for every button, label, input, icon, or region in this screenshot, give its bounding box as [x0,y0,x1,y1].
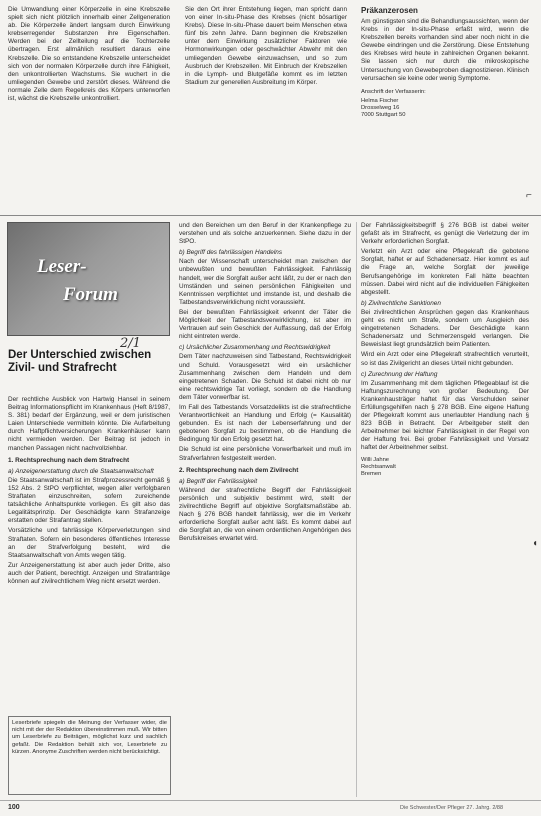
forum-title-line1: Leser- [37,256,87,277]
subsection-heading: a) Anzeigenerstattung durch die Staatsanwaltschaft [8,467,154,475]
subsection-heading: c) Zurechnung der Haftung [361,370,438,378]
margin-mark: ◖ [532,538,539,549]
margin-mark: ⌐ [526,190,532,201]
section-divider [0,215,541,216]
author-line: 7000 Stuttgart 50 [361,111,406,118]
subsection-heading: a) Begriff der Fahrlässigkeit [179,477,258,485]
handwritten-note: 2/1 [120,336,141,351]
leser-forum-banner [7,222,170,336]
col2-bottom [179,222,351,798]
author-line: Drosselweg 16 [361,104,400,111]
body-text: Während der strafrechtliche Begriff der Fahrlässigkeit persönlich und subjektiv bestimmt wird, stellt der zivilrechtliche Begriff auf objektive Sorgfaltsmaßstäbe ab. Nach § 276 BGB handelt fahrlässig, wer die im Verkehr erforderliche Sorgfalt außer acht läßt. Es kommt dabei auf die Sorgfalt an, die von einem ordentlichen Angehörigen des Berufskreises erwartet wird. [179,486,351,543]
signature-line: Bremen [361,470,382,477]
body-text: Bei zivilrechtlichen Ansprüchen gegen das Krankenhaus geht es nicht um Strafe, sondern um Ausgleich des eingetretenen Schadens. Der Geschädigte kann Schadenersatz und Schmerzensgeld verlangen. Die Beweislast liegt grundsätzlich beim Patienten. [361,308,529,349]
col1-bottom [8,396,170,712]
editorial-note-box: Leserbriefe spiegeln die Meinung der Verfasser wider, die nicht mit der der Redaktion übereinstimmen muß. Wir bitten um Leserbriefe zu Beiträgen, möglichst kurz und sachlich gefaßt. Die Redaktion behält sich vor, Leserbriefe zu kürzen. Anonyme Zuschriften werden nicht berücksichtigt. [8,716,171,795]
body-text: und den Bereichen um den Beruf in der Krankenpflege zu verstehen und als solche anzuerkennen. Siehe dazu in der StPO. [179,222,351,246]
body-text: Bei der bewußten Fahrlässigkeit erkennt der Täter die Möglichkeit der Tatbestandsverwirklichung, ist aber im Vertrauen auf sein Geschick der Auffassung, daß der Erfolg nicht eintreten werde. [179,308,351,341]
intro-text: Der rechtliche Ausblick von Hartwig Hansel in seinem Beitrag Informationspflicht im Krankenhaus (Heft 8/1987, S. 381) bedarf der Ergänzung, weil er dem juristischen Laien Unterschiede vermitteln könnte. Die Aufarbeitung durch Haftpflichtversicherungen Krankenhäuser kann nicht vermieden werden. Der Beitrag ist jedoch in manchen Passagen nicht nachvollziehbar. [8,396,170,452]
body-text: Dem Täter nachzuweisen sind Tatbestand, Rechtswidrigkeit und Schuld. Vorausgesetzt wird ein ursächlicher Zusammenhang zwischen dem Handeln und dem eingetretenen Schaden. Die Schuld ist dabei nicht ob nur eine rechtswidrige Tat vorliegt, sondern ob die Handlung dem Täter vorwerfbar ist. [179,353,351,401]
body-text: Der Fahrlässigkeitsbegriff § 276 BGB ist dabei weiter gefaßt als im Strafrecht, es genügt die Verletzung der im Verkehr erforderlichen Sorgfalt. [361,222,529,246]
page-number: 100 [8,804,20,811]
section-heading: 1. Rechtsprechung nach dem Strafrecht [8,456,130,464]
body-text: Die Staatsanwaltschaft ist im Strafprozessrecht gemäß § 152 Abs. 2 StPO verpflichtet, wegen aller verfolgbaren Straftaten einzuschreiten, sofern zureichende tatsächliche Anhaltspunkte vorliegen. Es gilt also das Legalitätsprinzip. Der Geschädigte kann Strafanzeige erstatten oder Strafantrag stellen. [8,476,170,525]
col2-top-text: Sie den Ort ihrer Entstehung liegen, man spricht dann von einer In-situ-Phase des Krebses (nicht bösartiger Krebs). Diese In-situ-Phase dauert beim Menschen etwa fünf bis zehn Jahre. Dann beginnen die Krebszellen unter dem Einwirkung zusätzlicher Faktoren wie Hormonwirkungen oder geschwächter Abwehr mit den umliegenden Gewebe einzuwachsen, und so zum Ausbruch der Krebszellen. Mit Einbruch der Krebszellen in die Lymph- und Blutgefäße kommt es im letzten Stadium zur generellen Ausbreitung im Körper. [185,6,347,86]
column-rule [356,222,357,797]
forum-title-line2: Forum [63,284,118,305]
col3-bottom [361,222,529,798]
body-text: Wird ein Arzt oder eine Pflegekraft strafrechtlich verurteilt, so ist das Zivilgericht an dieses Urteil nicht gebunden. [361,351,529,367]
body-text: Die Schuld ist eine persönliche Vorwerfbarkeit und muß im Strafverfahren festgestellt werden. [179,446,351,462]
section-heading: 2. Rechtsprechung nach dem Zivilrecht [179,466,299,474]
section-heading: Präkanzerosen [361,6,418,15]
body-text: Nach der Wissenschaft unterscheidet man zwischen der unbewußten und bewußten Fahrlässigkeit. Fahrlässig handelt, wer die Sorgfalt außer acht läßt, zu der er nach den Umständen und seinen persönlichen Fähigkeiten und Kenntnissen verpflichtet und imstande ist, und deshalb die Tatbestandsverwirklichung nicht voraussieht. [179,258,351,306]
col3-top [361,6,529,214]
signature-line: Willi Jahne [361,456,390,463]
footer-text: Die Schwester/Der Pfleger 27. Jahrg. 2/88 [400,805,504,811]
article-headline: Der Unterschied zwischen Zivil- und Strafrecht [8,349,152,374]
subsection-heading: b) Begriff des fahrlässigen Handelns [179,249,283,257]
footer-divider [0,800,541,801]
body-text: Im Zusammenhang mit dem täglichen Pflegeablauf ist die Haftungszurechnung von großer Bedeutung. Der Krankenhausträger haftet für das Verschulden seiner Erfüllungsgehilfen nach § 278 BGB. Eine eigene Haftung der Pflegekraft kommt aus unerlaubter Handlung nach § 823 BGB in Betracht. Der Arbeitgeber stellt den Arbeitnehmer bei leichter Fahrlässigkeit in der Regel von der Haftung frei. Bei grober Fahrlässigkeit und Vorsatz haftet der Arbeitnehmer selbst. [361,379,529,452]
body-text: Am günstigsten sind die Behandlungsaussichten, wenn der Krebs in der In-situ-Phase erfaßt wird, wenn die Krebszellen bereits vorhanden sind aber noch nicht in die Gewebe eindringen und die Zerstörung. Diese Entstehung des Krebses wird heute in zahlreichen Organen bekannt. Sie lassen sich nur durch die mikroskopische Untersuchung von Gewebeproben diagnostizieren. Klinisch verursachen sie keine oder wenig Symptome. [361,18,529,82]
body-text: Im Fall des Tatbestands Vorsatzdelikts ist die strafrechtliche Verantwortlichkeit an Handlung und Erfolg (= Kausalität) gebunden. Es ist nach der Lebenserfahrung und der gebotenen Sorgfalt zu bestimmen, ob die Handlung die Bedingung für den Erfolg gesetzt hat. [179,403,351,444]
subsection-heading: b) Zivilrechtliche Sanktionen [361,299,441,307]
body-text: Verletzt ein Arzt oder eine Pflegekraft die gebotene Sorgfalt, haftet er auf Schadenersatz. Hier kommt es auf die Frage an, welche Sorgfalt der jeweilige Berufsangehörige im konkreten Fall hätte beachten müssen. Dabei wird nicht auf die individuellen Fähigkeiten abgestellt. [361,248,529,296]
col1-top-text: Die Umwandlung einer Körperzelle in eine Krebszelle spielt sich nicht plötzlich innerhalb einer Zellgeneration ab. Die Körperzelle ändert langsam durch Einwirkung krebserregender Substanzen ihre Eigenschaften. Werden bei der Zellteilung auf die Tochterzelle übertragen. Erst allmählich resultiert daraus eine Krebszelle. Die so entstandene Krebszelle unterscheidet sich von der normalen Körperzelle durch ihre Fähigkeit, den unkontrollierten Wachstums. Sie wuchert in die umliegenden Gewebe und zerstört dieses. Während die normale Zelle dem Regelkreis des Körpers unterworfen ist, wächst die Krebszelle unkontrolliert. [8,6,170,103]
subsection-heading: c) Ursächlicher Zusammenhang und Rechtswidrigkeit [179,344,331,352]
author-label: Anschrift der Verfasserin: [361,88,426,95]
author-line: Helma Fischer [361,97,399,104]
body-text: Zur Anzeigenerstattung ist aber auch jeder Dritte, also auch der Patient, berechtigt. Anzeigen und Strafanträge können auf zivilrechtlichem Weg nicht ersetzt werden. [8,561,170,585]
signature-line: Rechtsanwalt [361,463,396,470]
body-text: Vorsätzliche und fahrlässige Körperverletzungen sind Straftaten. Sofern ein besonderes öffentliches Interesse an der Strafverfolgung besteht, wird die Staatsanwaltschaft von Amts wegen tätig. [8,527,170,559]
